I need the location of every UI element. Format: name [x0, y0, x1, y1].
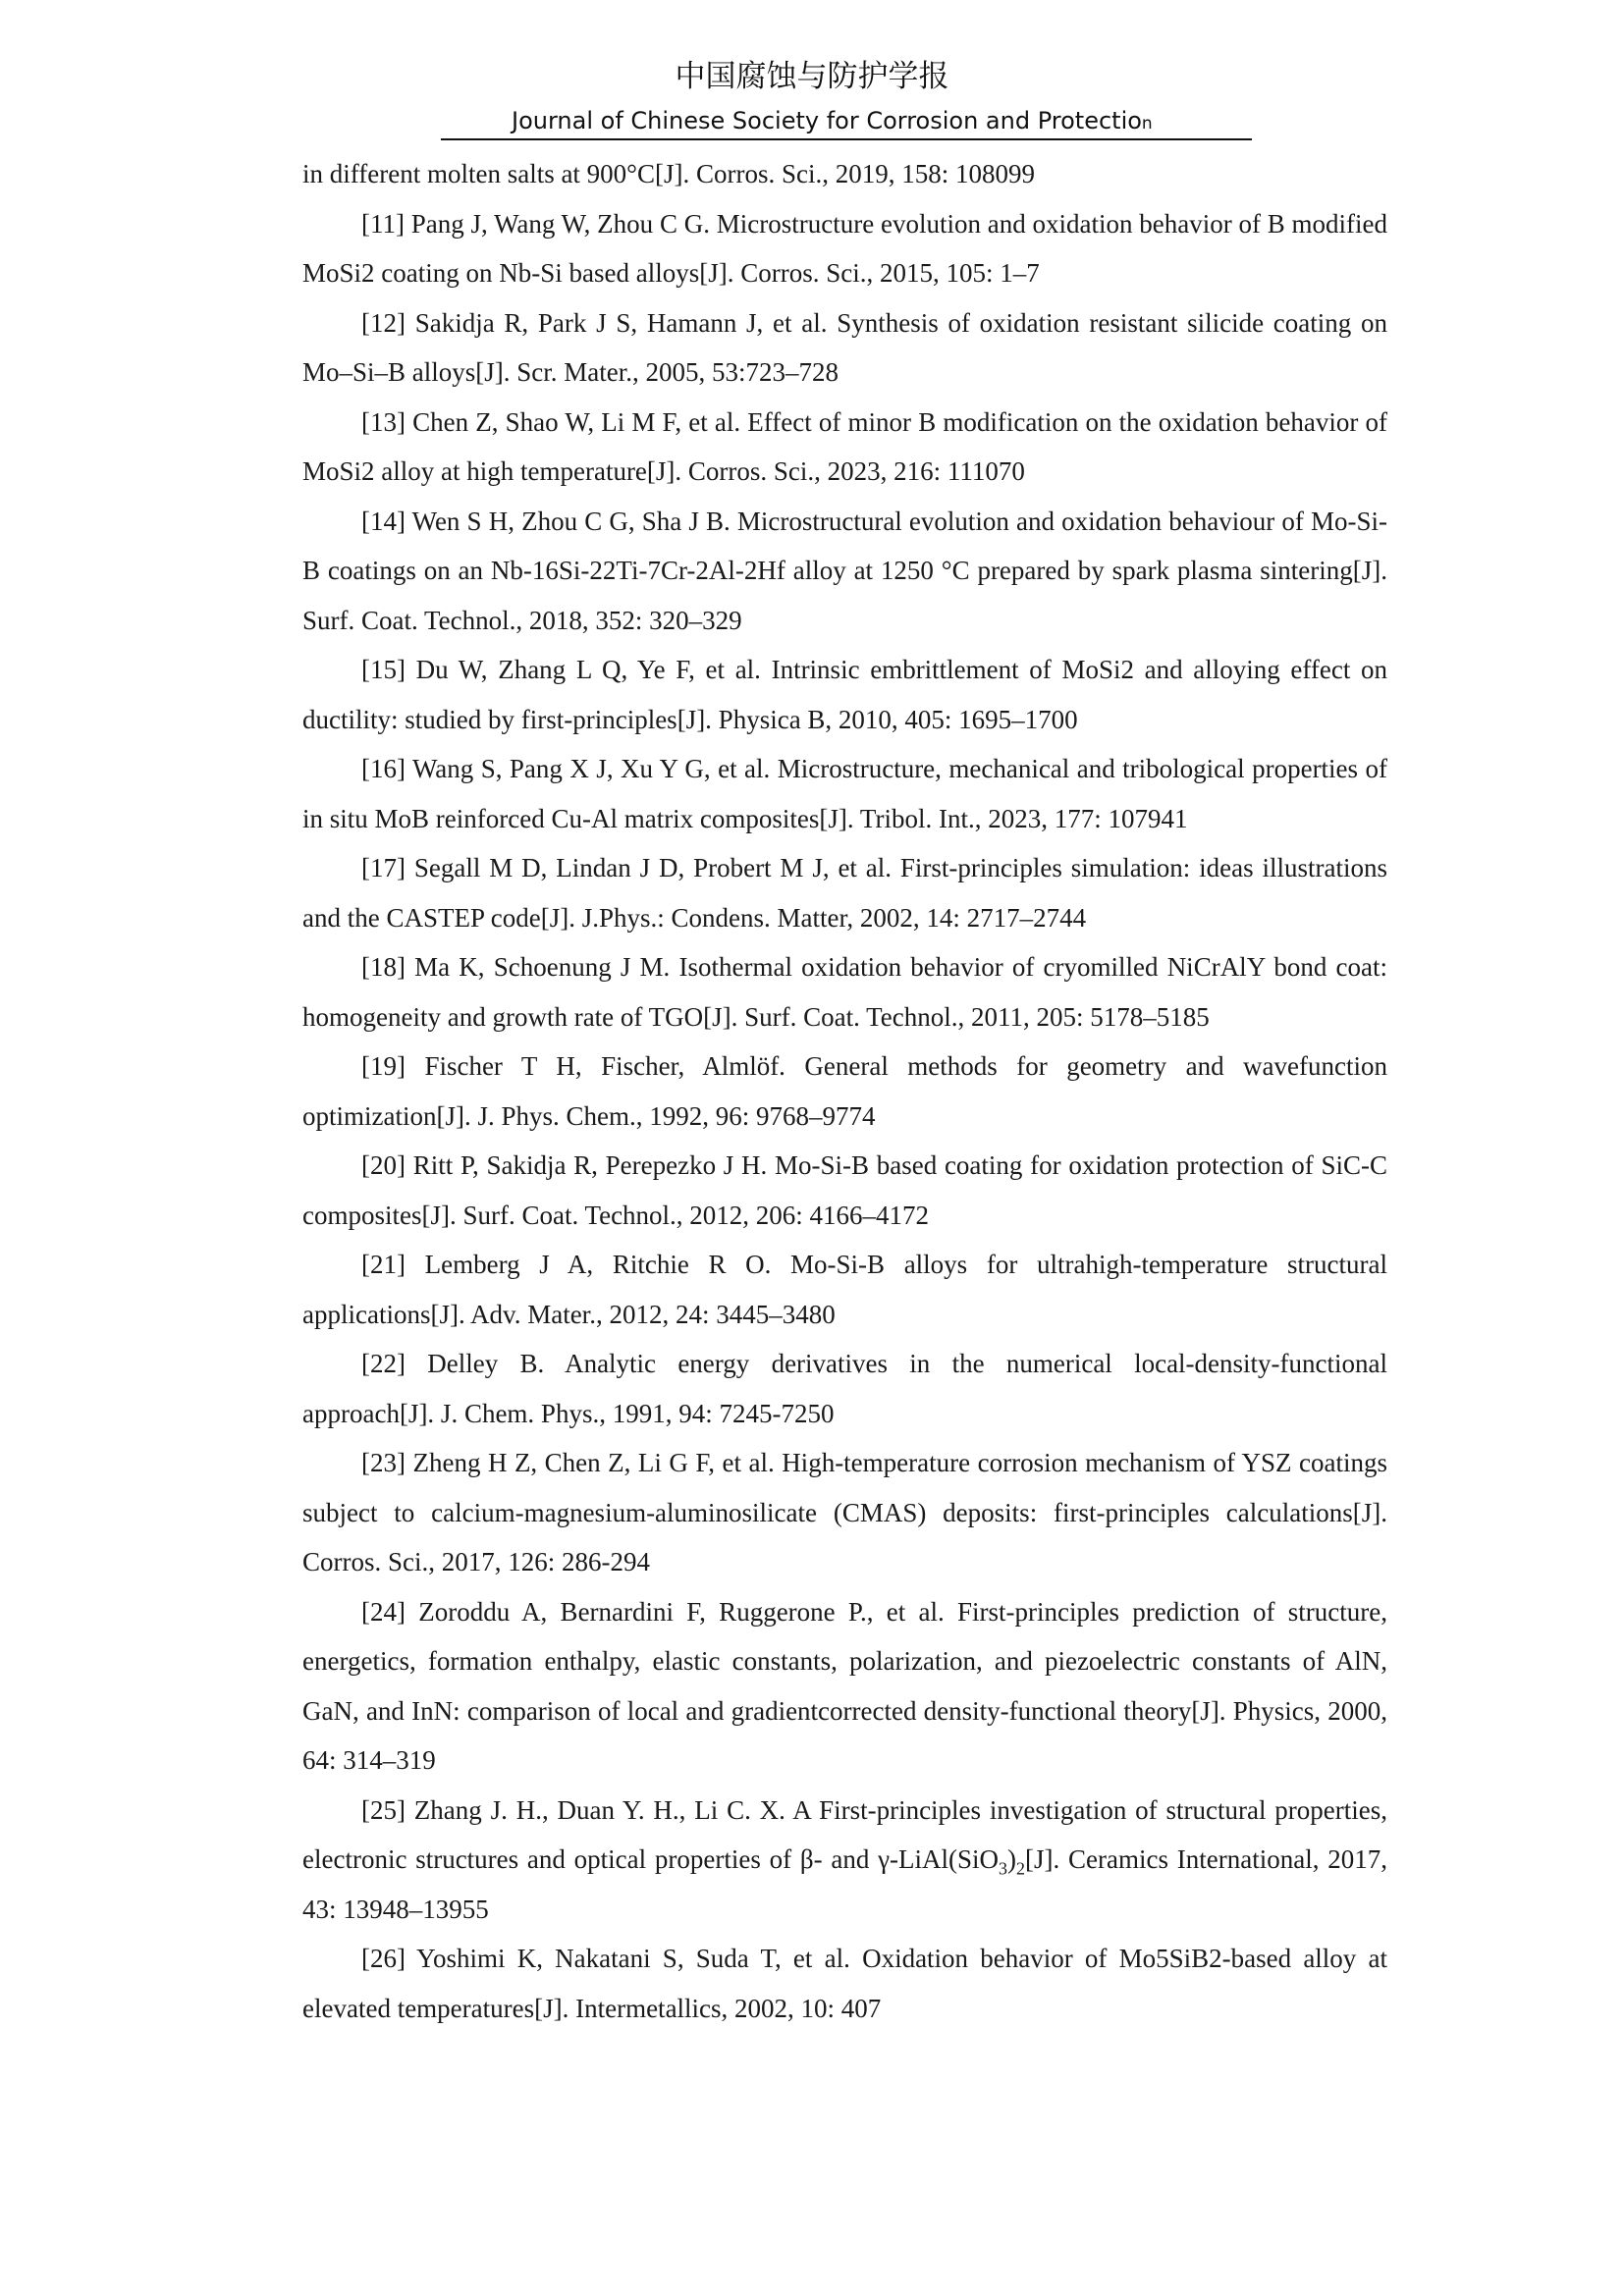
- reference-15: [15] Du W, Zhang L Q, Ye F, et al. Intrinsic embrittlement of MoSi2 and alloying effect on ductility: studied by first-principles[J]. Physica B, 2010, 405: 1695–1700: [302, 655, 1387, 734]
- reference-12: [12] Sakidja R, Park J S, Hamann J, et al. Synthesis of oxidation resistant silicide coating on Mo–Si–B alloys[J]. Scr. Mater., 2005, 53:723–728: [302, 307, 1387, 387]
- reference-22: [22] Delley B. Analytic energy derivatives in the numerical local-density-functional approach[J]. J. Chem. Phys., 1991, 94: 7245‑7250: [302, 1349, 1387, 1428]
- reference-25-text-before: [25] Zhang J. H., Duan Y. H., Li C. X. A First-principles investigation of structural properties, electronic structures and optical properties of β- and γ-LiAl(SiO: [302, 1794, 1387, 1874]
- journal-title-english: [441, 106, 1252, 140]
- journal-title-english-tail: n: [1141, 114, 1153, 133]
- reference-21: [21] Lemberg J A, Ritchie R O. Mo-Si-B alloys for ultrahigh-temperature structural applications[J]. Adv. Mater., 2012, 24: 3445–3480: [302, 1250, 1387, 1329]
- reference-24: [24] Zoroddu A, Bernardini F, Ruggerone P., et al. First-principles prediction of structure, energetics, formation enthalpy, elastic constants, polarization, and piezoelectric constants of AlN, GaN, and InN: comparison of local and gradientcorrected density-functional theory[J]. Physics, 2000, 64: 314–319: [302, 1596, 1387, 1775]
- reference-25-subscript-2: 2: [1016, 1858, 1026, 1879]
- reference-16: [16] Wang S, Pang X J, Xu Y G, et al. Microstructure, mechanical and tribological properties of in situ MoB reinforced Cu-Al matrix composites[J]. Tribol. Int., 2023, 177: 107941: [302, 754, 1387, 833]
- reference-25: [302, 1786, 1387, 1935]
- reference-25-text-mid: ): [1007, 1844, 1017, 1874]
- reference-14: [14] Wen S H, Zhou C G, Sha J B. Microstructural evolution and oxidation behaviour of Mo-Si-B coatings on an Nb-16Si-22Ti-7Cr-2Al-2Hf alloy at 1250 °C prepared by spark plasma sintering[J]. Surf. Coat. Technol., 2018, 352: 320–329: [302, 506, 1387, 635]
- journal-title-english-main: Journal of Chinese Society for Corrosion and Protectio: [512, 107, 1142, 134]
- reference-18: [18] Ma K, Schoenung J M. Isothermal oxidation behavior of cryomilled NiCrAlY bond coat: homogeneity and growth rate of TGO[J]. Surf. Coat. Technol., 2011, 205: 5178–5185: [302, 952, 1387, 1032]
- reference-11: [11] Pang J, Wang W, Zhou C G. Microstructure evolution and oxidation behavior of B modified MoSi2 coating on Nb-Si based alloys[J]. Corros. Sci., 2015, 105: 1–7: [302, 208, 1387, 288]
- reference-20: [20] Ritt P, Sakidja R, Perepezko J H. Mo-Si-B based coating for oxidation protection of SiC‑C composites[J]. Surf. Coat. Technol., 2012, 206: 4166–4172: [302, 1150, 1387, 1230]
- reference-25-subscript-3: 3: [999, 1858, 1008, 1879]
- reference-25-text-after: [J]. Ceramics International, 2017, 43: 13948–13955: [302, 1844, 1387, 1924]
- reference-23: [23] Zheng H Z, Chen Z, Li G F, et al. High-temperature corrosion mechanism of YSZ coatings subject to calcium-magnesium-aluminosilicate (CMAS) deposits: first-principles calculations[J]. Corros. Sci., 2017, 126: 286-294: [302, 1448, 1387, 1576]
- journal-title-chinese: 中国腐蚀与防护学报: [675, 59, 949, 94]
- reference-13: [13] Chen Z, Shao W, Li M F, et al. Effect of minor B modification on the oxidation behavior of MoSi2 alloy at high temperature[J]. Corros. Sci., 2023, 216: 111070: [302, 406, 1387, 486]
- reference-list: [302, 149, 1387, 2033]
- reference-26: [26] Yoshimi K, Nakatani S, Suda T, et al. Oxidation behavior of Mo5SiB2-based alloy at elevated temperatures[J]. Intermetallics, 2002, 10: 407: [302, 1944, 1387, 2023]
- reference-17: [17] Segall M D, Lindan J D, Probert M J, et al. First-principles simulation: ideas illustrations and the CASTEP code[J]. J.Phys.: Condens. Matter, 2002, 14: 2717–2744: [302, 853, 1387, 933]
- reference-19: [19] Fischer T H, Fischer, Almlöf. General methods for geometry and wavefunction optimization[J]. J. Phys. Chem., 1992, 96: 9768–9774: [302, 1051, 1387, 1131]
- reference-continued: in different molten salts at 900°C[J]. Corros. Sci., 2019, 158: 108099: [302, 159, 1035, 188]
